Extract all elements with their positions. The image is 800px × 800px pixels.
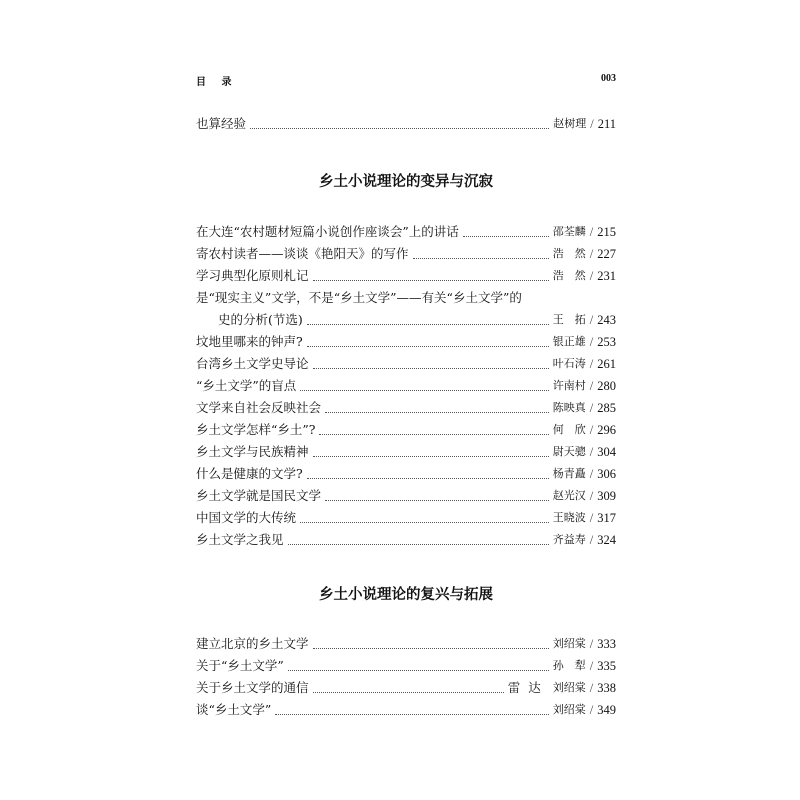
section-heading: 乡土小说理论的变异与沉寂 [319,174,493,190]
entry-page: 324 [597,533,616,547]
entry-author: 齐益寿 [552,533,586,546]
entry-page: 335 [597,659,616,673]
entry-separator: / [589,511,594,525]
dot-leader [307,323,549,325]
entry-title: 文学来自社会反映社会 [196,400,322,415]
toc-entry [196,398,616,416]
toc-entry [196,376,616,394]
dot-leader [313,279,549,281]
toc-entry [196,354,616,372]
entry-separator: / [589,401,594,415]
toc-entry [196,656,616,674]
entry-separator: / [589,247,594,261]
section-heading: 乡土小说理论的复兴与拓展 [319,587,493,603]
entry-page: 309 [597,489,616,503]
entry-separator: / [589,467,594,481]
dot-leader [313,367,549,369]
entry-separator: / [589,335,594,349]
toc-entry [196,508,616,526]
entry-coauthor: 雷达 [507,680,549,695]
entry-title: 在大连“农村题材短篇小说创作座谈会”上的讲话 [196,224,459,239]
toc-entry [196,266,616,284]
dot-leader [325,499,549,501]
dot-leader [307,345,549,347]
entry-author: 孙 犁 [552,659,586,672]
toc-entry [196,244,616,262]
toc-entry [196,464,616,482]
entry-author: 何 欣 [552,423,586,436]
entry-title: 是“现实主义”文学，不是“乡土文学”——有关“乡土文学”的 [196,290,522,305]
entry-separator: / [590,117,594,131]
entry-separator: / [589,445,594,459]
entry-title: 史的分析(节选) [218,312,303,327]
dot-leader [300,389,548,391]
entry-title: 寄农村读者——谈谈《艳阳天》的写作 [196,246,409,261]
entry-title: 乡土文学就是国民文学 [196,488,322,503]
entry-page: 243 [597,313,616,327]
running-head-title: 目 录 [196,77,238,88]
entry-page: 280 [597,379,616,393]
entry-page: 227 [597,247,616,261]
entry-title: 坟地里哪来的钟声? [196,334,303,349]
toc-entry [196,442,616,460]
entry-separator: / [589,423,594,437]
entry-separator: / [589,313,594,327]
entry-page: 285 [597,401,616,415]
entry-separator: / [589,681,594,695]
entry-page: 215 [597,225,616,239]
entry-author: 银正雄 [552,335,586,348]
entry-author: 邵荃麟 [552,225,586,238]
entry-author: 刘绍棠 [552,681,586,694]
toc-entry [196,678,616,696]
entry-page: 333 [597,637,616,651]
entry-title: 关于乡土文学的通信 [196,680,309,695]
dot-leader [288,669,549,671]
entry-page: 253 [597,335,616,349]
dot-leader [413,257,549,259]
dot-leader [313,455,549,457]
toc-entry [218,310,616,328]
entry-page: 349 [597,703,616,717]
entry-author: 赵光汉 [552,489,586,502]
entry-author: 杨青矗 [552,467,586,480]
toc-entry [196,700,616,718]
entry-title: 也算经验 [196,116,247,131]
page-number: 003 [601,73,616,84]
entry-page: 306 [597,467,616,481]
entry-separator: / [589,703,594,717]
entry-page: 231 [597,269,616,283]
entry-page: 211 [597,117,616,131]
entry-title: 学习典型化原则札记 [196,268,309,283]
entry-title: 建立北京的乡土文学 [196,636,309,651]
entry-page: 317 [597,511,616,525]
entry-author: 浩 然 [552,247,586,260]
entry-separator: / [589,379,594,393]
entry-title: 乡土文学之我见 [196,532,284,547]
entry-author: 尉天骢 [552,445,586,458]
dot-leader [313,691,504,693]
entry-author: 浩 然 [552,269,586,282]
entry-page: 296 [597,423,616,437]
dot-leader [325,411,549,413]
entry-title: 乡土文学与民族精神 [196,444,309,459]
entry-separator: / [589,269,594,283]
entry-separator: / [589,659,594,673]
entry-title: 谈“乡土文学” [196,702,272,717]
entry-page: 338 [597,681,616,695]
dot-leader [300,521,549,523]
entry-author: 刘绍棠 [552,637,586,650]
entry-separator: / [589,489,594,503]
toc-entry [196,332,616,350]
entry-title: 乡土文学怎样“乡土”? [196,422,316,437]
entry-title: 台湾乡土文学史导论 [196,356,309,371]
dot-leader [313,647,549,649]
dot-leader [319,433,548,435]
toc-entry [196,114,616,132]
dot-leader [275,713,548,715]
toc-entry [196,288,616,306]
entry-author: 王晓波 [552,511,586,524]
entry-author: 赵树理 [553,117,587,130]
entry-title: 什么是健康的文学? [196,466,303,481]
entry-page: 261 [597,357,616,371]
toc-entry [196,222,616,240]
entry-author: 王 拓 [552,313,586,326]
entry-separator: / [589,637,594,651]
entry-author: 刘绍棠 [552,703,586,716]
entry-title: 关于“乡土文学” [196,658,284,673]
dot-leader [250,127,549,129]
entry-title: 中国文学的大传统 [196,510,297,525]
entry-title: “乡土文学”的盲点 [196,378,297,393]
dot-leader [463,235,549,237]
entry-author: 许南村 [552,379,586,392]
entry-separator: / [589,225,594,239]
entry-page: 304 [597,445,616,459]
toc-entry [196,634,616,652]
entry-separator: / [589,357,594,371]
dot-leader [307,477,549,479]
dot-leader [288,543,549,545]
toc-entry [196,486,616,504]
entry-author: 陈映真 [552,401,586,414]
entry-separator: / [589,533,594,547]
toc-entry [196,530,616,548]
entry-author: 叶石涛 [552,357,586,370]
toc-entry [196,420,616,438]
